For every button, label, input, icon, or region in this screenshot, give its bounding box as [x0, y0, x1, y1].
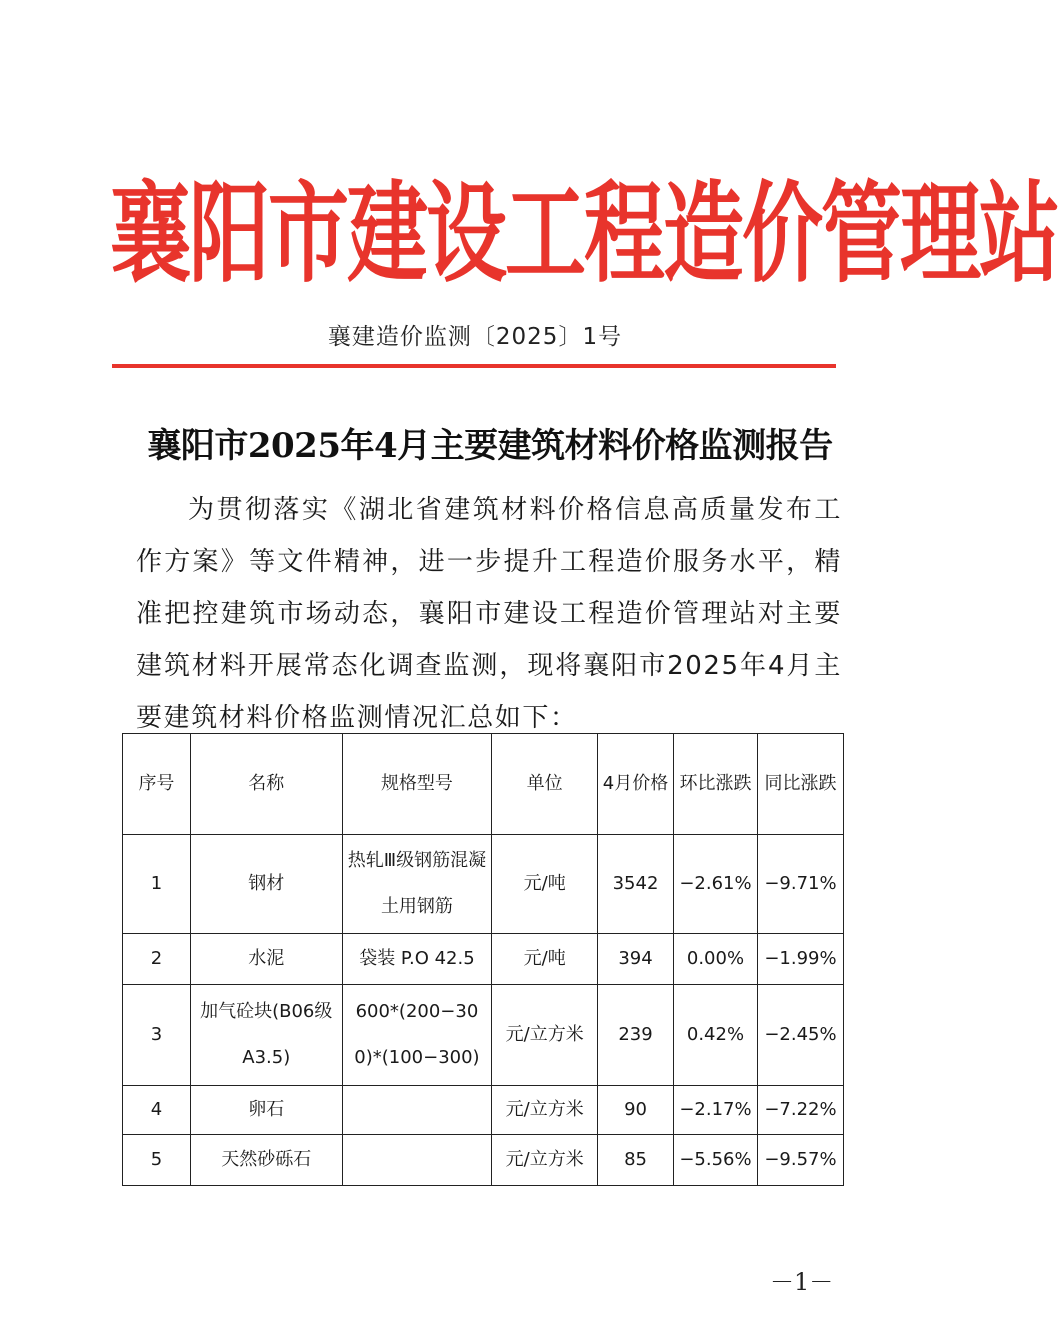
cell-unit: 元/立方米 — [492, 1086, 598, 1135]
report-title: 襄阳市2025年4月主要建筑材料价格监测报告 — [147, 426, 833, 466]
table-row — [123, 1086, 844, 1135]
cell-mom: 0.00% — [673, 934, 757, 985]
cell-unit: 元/吨 — [492, 934, 598, 985]
cell-price: 3542 — [598, 835, 674, 934]
cell-index: 4 — [123, 1086, 191, 1135]
cell-spec — [342, 1135, 492, 1186]
cell-name: 加气砼块(B06级A3.5) — [190, 985, 342, 1086]
cell-name: 卵石 — [190, 1086, 342, 1135]
header-index: 序号 — [123, 734, 191, 835]
cell-name: 水泥 — [190, 934, 342, 985]
cell-unit: 元/吨 — [492, 835, 598, 934]
cell-spec: 热轧Ⅲ级钢筋混凝土用钢筋 — [342, 835, 492, 934]
cell-unit: 元/立方米 — [492, 985, 598, 1086]
intro-paragraph: 为贯彻落实《湖北省建筑材料价格信息高质量发布工作方案》等文件精神，进一步提升工程造价服务水平，精准把控建筑市场动态，襄阳市建设工程造价管理站对主要建筑材料开展常态化调查监测，现将襄阳市2025年4月主要建筑材料价格监测情况汇总如下： — [136, 495, 842, 733]
table-row — [123, 1135, 844, 1186]
cell-mom: 0.42% — [673, 985, 757, 1086]
cell-spec — [342, 1086, 492, 1135]
header-mom: 环比涨跌 — [673, 734, 757, 835]
header-price: 4月价格 — [598, 734, 674, 835]
cell-yoy: −2.45% — [757, 985, 843, 1086]
cell-name: 钢材 — [190, 835, 342, 934]
cell-spec: 600*(200−300)*(100−300) — [342, 985, 492, 1086]
cell-mom: −2.17% — [673, 1086, 757, 1135]
header-yoy: 同比涨跌 — [757, 734, 843, 835]
table-header-row — [123, 734, 844, 835]
cell-yoy: −9.57% — [757, 1135, 843, 1186]
document-number: 襄建造价监测〔2025〕1号 — [327, 324, 623, 350]
red-divider-line — [112, 364, 836, 368]
page-number: －1－ — [770, 1268, 834, 1296]
cell-index: 1 — [123, 835, 191, 934]
cell-index: 2 — [123, 934, 191, 985]
cell-price: 90 — [598, 1086, 674, 1135]
organization-title: 襄阳市建设工程造价管理站 — [110, 171, 1058, 299]
cell-price: 85 — [598, 1135, 674, 1186]
price-table — [122, 733, 844, 1186]
cell-price: 239 — [598, 985, 674, 1086]
header-spec: 规格型号 — [342, 734, 492, 835]
cell-unit: 元/立方米 — [492, 1135, 598, 1186]
cell-index: 5 — [123, 1135, 191, 1186]
cell-spec: 袋装 P.O 42.5 — [342, 934, 492, 985]
cell-yoy: −1.99% — [757, 934, 843, 985]
cell-mom: −5.56% — [673, 1135, 757, 1186]
cell-price: 394 — [598, 934, 674, 985]
table-row — [123, 934, 844, 985]
header-unit: 单位 — [492, 734, 598, 835]
table-row — [123, 835, 844, 934]
cell-yoy: −9.71% — [757, 835, 843, 934]
table-row — [123, 985, 844, 1086]
cell-yoy: −7.22% — [757, 1086, 843, 1135]
cell-name: 天然砂砾石 — [190, 1135, 342, 1186]
cell-index: 3 — [123, 985, 191, 1086]
header-name: 名称 — [190, 734, 342, 835]
cell-mom: −2.61% — [673, 835, 757, 934]
